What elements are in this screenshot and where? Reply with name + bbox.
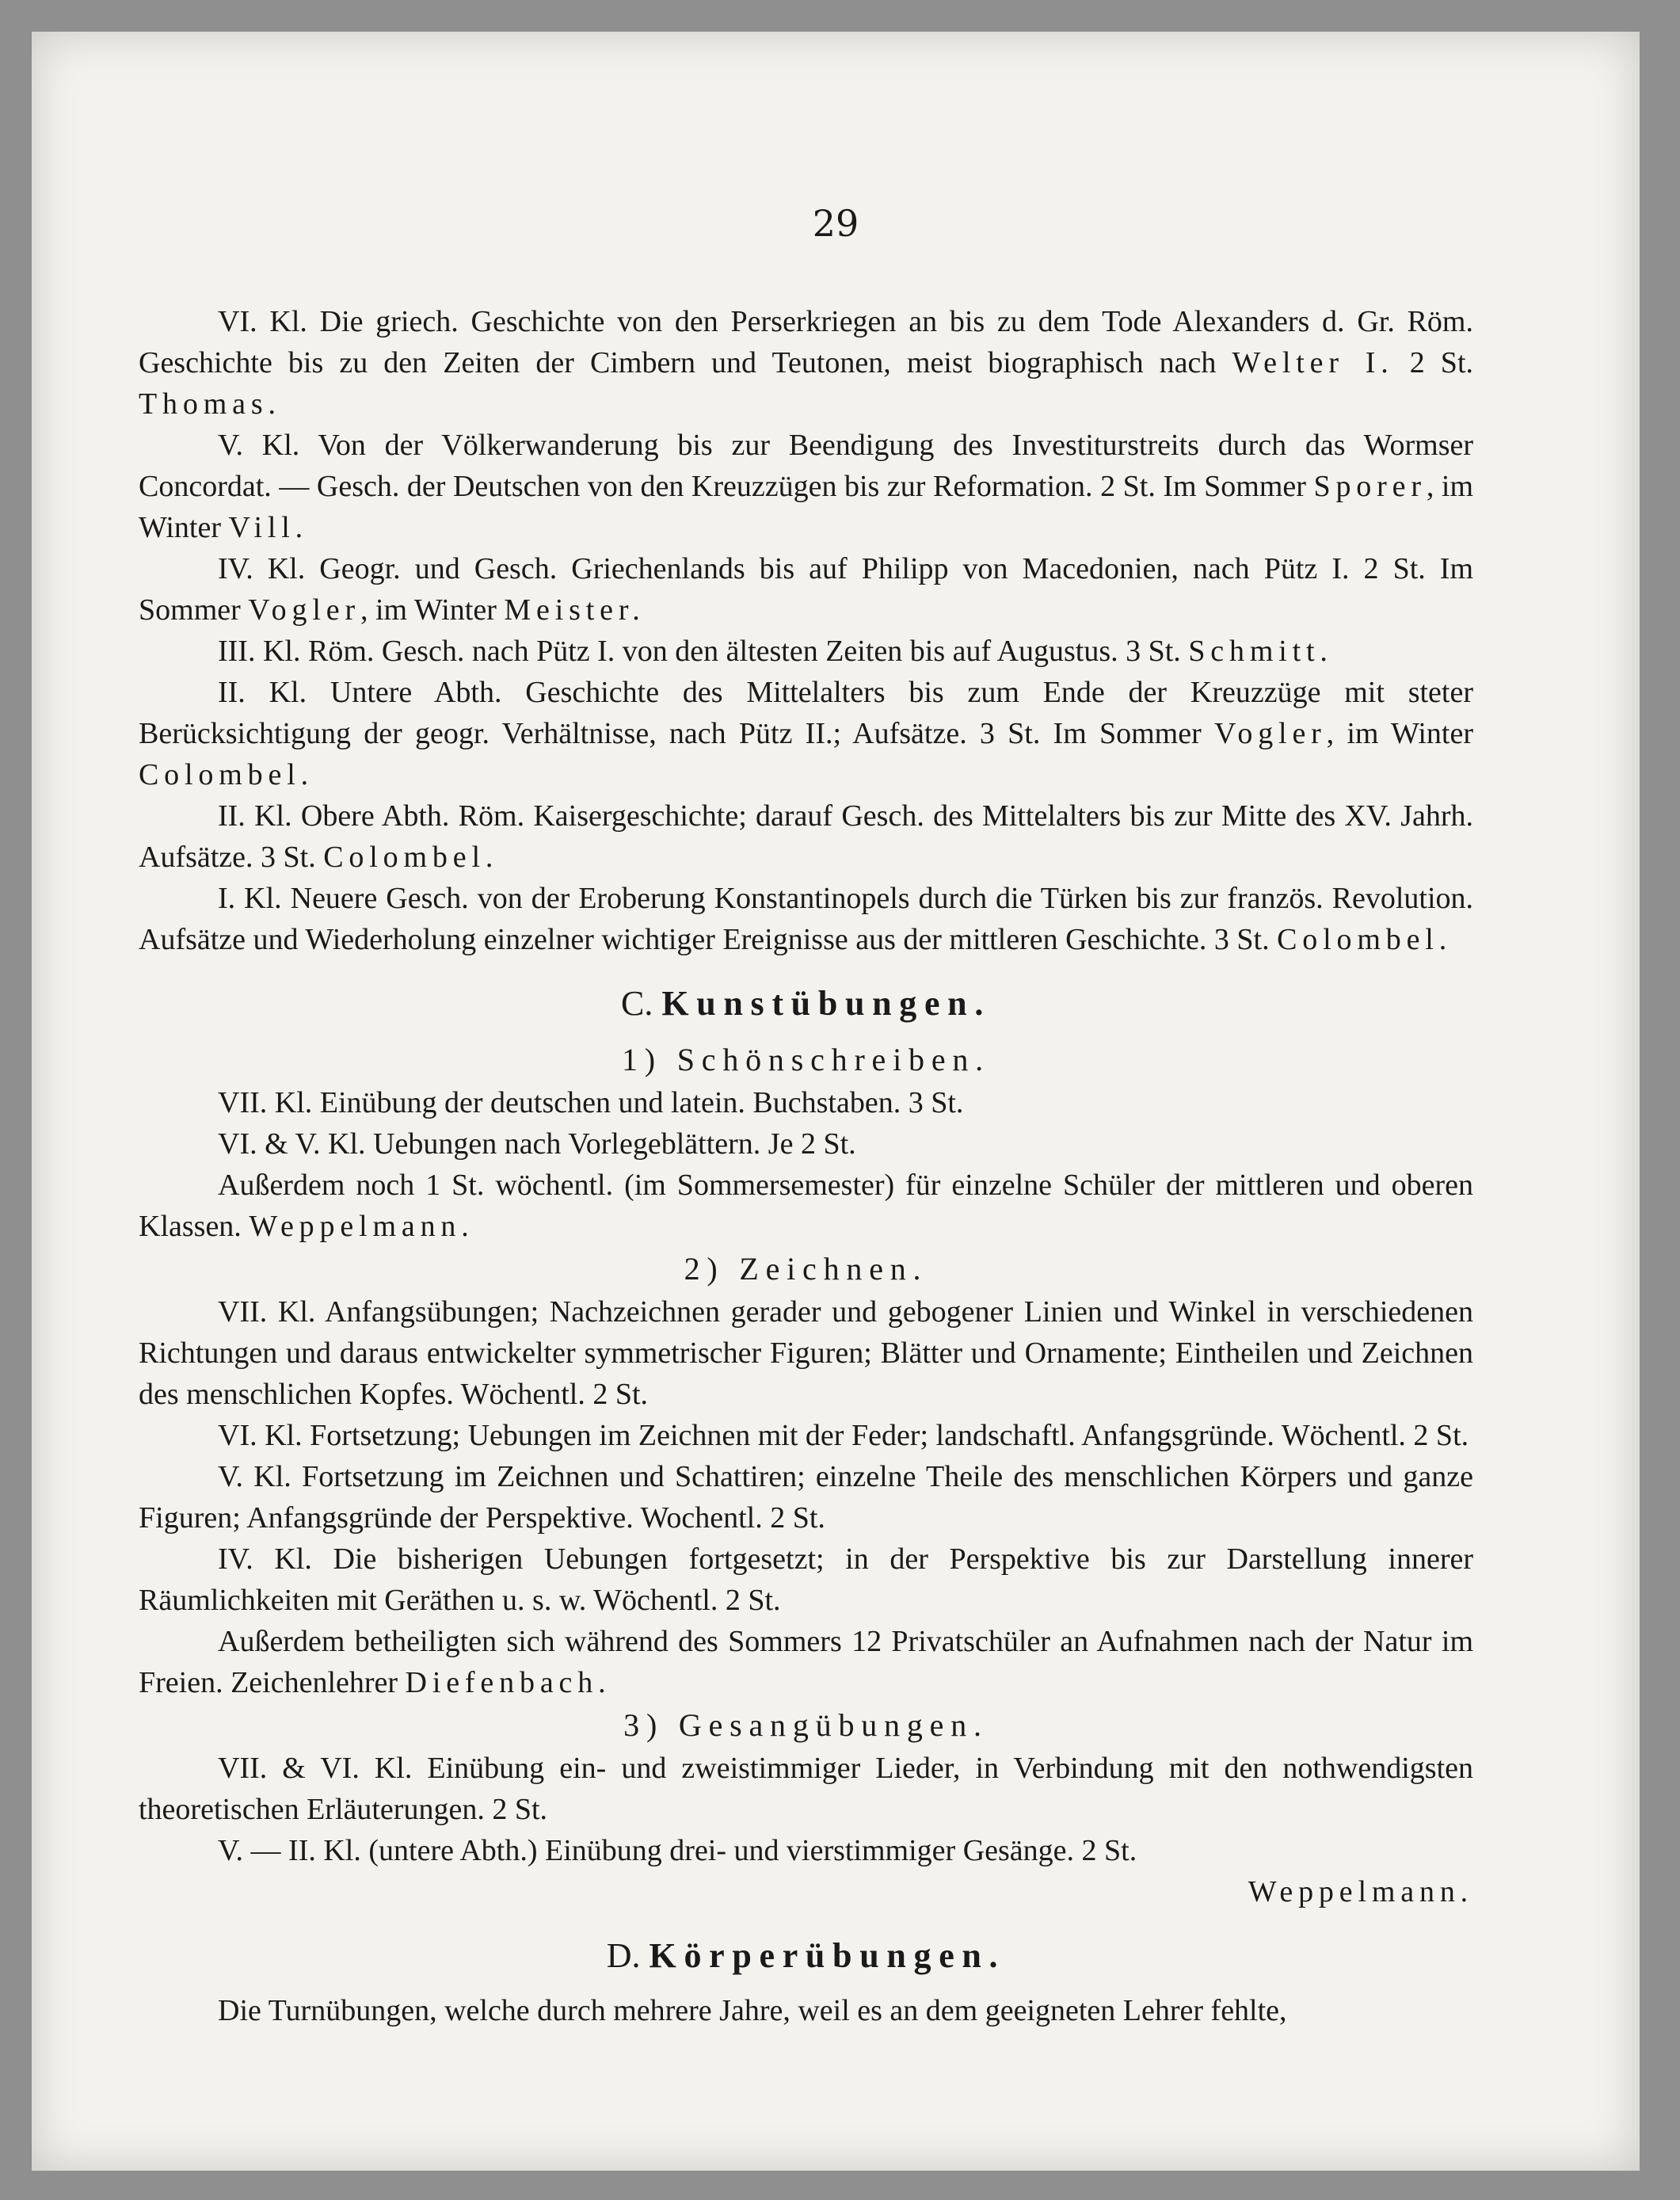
connector-text: , im Winter [139,470,1474,544]
class-label: VI. & V. Kl. [218,1127,366,1161]
paragraph-text: Die Turnübungen, welche durch mehrere Jahre, weil es an dem geeigneten Lehrer fehlte, [218,1994,1287,2027]
schoenschreiben-class-vi-v [139,1123,1473,1165]
class-label: II. Kl. [218,799,292,833]
paragraph-text: Uebungen nach Vorlegeblättern. Je 2 St. [373,1127,856,1161]
zeichnen-extra [139,1621,1473,1703]
class-label: I. Kl. [218,882,282,915]
zeichnen-class-v [139,1456,1473,1538]
section-letter: D. [606,1936,641,1975]
class-label: VII. & VI. Kl. [218,1752,413,1785]
history-class-iv [139,548,1473,631]
teacher-name: Colombel. [323,841,499,874]
teacher-name: Vogler [1213,717,1327,750]
class-label: VII. Kl. [218,1295,316,1329]
history-class-i [139,878,1473,960]
class-label: IV. Kl. [218,552,306,585]
teacher-name: Schmitt. [1188,635,1333,668]
class-label: III. Kl. [218,635,301,668]
history-class-v [139,425,1473,548]
paragraph-text: Die griech. Geschichte von den Perserkriegen an bis zu dem Tode Alexanders d. Gr. Röm. Geschichte bis zu den Zeiten der Cimbern und Teutonen, meist biographisch nach [139,305,1473,379]
subsection-heading-zeichnen [139,1247,1473,1291]
teacher-name: Weppelmann. [249,1210,474,1243]
subsection-title: 1) Schönschreiben. [622,1042,990,1077]
zeichnen-class-iv [139,1538,1473,1621]
paragraph-text: (untere Abth.) Einübung drei- und vierstimmiger Gesänge. 2 St. [368,1834,1137,1867]
history-class-iii [139,631,1473,672]
subsection-title: 2) Zeichnen. [684,1251,928,1287]
paragraph-text: Untere Abth. Geschichte des Mittelalters bis zum Ende der Kreuzzüge mit steter Berücksichtigung der geogr. Verhältnisse, nach Pütz II.; Aufsätze. 3 St. Im Sommer [139,676,1473,750]
subsection-title: 3) Gesangübungen. [623,1707,989,1743]
section-title: Körperübungen. [649,1936,1006,1975]
paragraph-text: Obere Abth. Röm. Kaisergeschichte; darauf Gesch. des Mittelalters bis zur Mitte des XV. Jahrh. Aufsätze. 3 St. [139,799,1474,874]
class-label: VII. Kl. [218,1086,313,1119]
textbook-name: Welter I. [1232,346,1394,379]
history-class-ii-upper [139,795,1473,878]
subsection-heading-schoenschreiben [139,1038,1473,1082]
paragraph-text: Einübung ein- und zweistimmiger Lieder, in Verbindung mit den nothwendigsten theoretischen Erläuterungen. 2 St. [139,1752,1473,1826]
teacher-name: Vogler [248,593,360,627]
section-letter: C. [620,984,653,1023]
paragraph-text: Geogr. und Gesch. Griechenlands bis auf Philipp von Macedonien, nach Pütz I. 2 St. Im Sommer [139,552,1474,627]
class-label: V. Kl. [218,1460,291,1493]
subsection-heading-gesang [139,1703,1473,1748]
connector-text: , im Winter [360,593,497,627]
teacher-name: Meister. [504,593,646,627]
history-class-vi [139,301,1473,425]
class-label: V. Kl. [218,429,300,462]
history-class-ii-lower [139,672,1473,795]
closing-paragraph [139,1990,1473,2031]
teacher-name: Colombel. [1277,923,1453,956]
connector-text: , im Winter [1326,717,1474,750]
class-label: V. — II. Kl. [218,1834,361,1867]
section-d-heading [139,1930,1473,1982]
paragraph-text: Die bisherigen Uebungen fortgesetzt; in der Perspektive bis zur Darstellung innerer Räumlichkeiten mit Geräthen u. s. w. Wöchentl. 2 St. [139,1542,1474,1617]
zeichnen-class-vi [139,1415,1473,1456]
paragraph-text: Außerdem betheiligten sich während des Sommers 12 Privatschüler an Aufnahmen nach der Natur im Freien. Zeichenlehrer [139,1625,1473,1699]
zeichnen-class-vii [139,1291,1473,1415]
gesang-class-vii-vi [139,1748,1473,1830]
document-page [32,32,1640,2171]
paragraph-text: Neuere Gesch. von der Eroberung Konstantinopels durch die Türken bis zur französ. Revolution. Aufsätze und Wiederholung einzelner wichtiger Ereignisse aus der mittleren Geschichte. 3 St. [139,882,1474,956]
schoenschreiben-extra [139,1165,1473,1247]
page-body [139,301,1473,2031]
gesang-teacher-line [139,1871,1473,1912]
class-label: IV. Kl. [218,1542,312,1576]
page-number: 29 [812,202,859,245]
section-title: Kunstübungen. [661,984,992,1023]
teacher-name: Colombel. [139,758,314,791]
paragraph-text: Fortsetzung; Uebungen im Zeichnen mit der Feder; landschaftl. Anfangsgründe. Wöchentl. 2 St. [310,1419,1469,1452]
schoenschreiben-class-vii [139,1082,1473,1123]
paragraph-text: Röm. Gesch. nach Pütz I. von den ältesten Zeiten bis auf Augustus. 3 St. [307,635,1181,668]
section-c-heading [139,978,1473,1030]
class-label: VI. Kl. [218,305,307,338]
teacher-name: Weppelmann. [1248,1875,1473,1908]
class-label: II. Kl. [218,676,307,709]
teacher-name: Vill. [228,511,309,544]
teacher-name: Thomas. [139,387,281,421]
paragraph-text: Außerdem noch 1 St. wöchentl. (im Sommersemester) für einzelne Schüler der mittleren und oberen Klassen. [139,1169,1473,1243]
paragraph-text: Von der Völkerwanderung bis zur Beendigung des Investiturstreits durch das Wormser Concordat. — Gesch. der Deutschen von den Kreuzzügen bis zur Reformation. 2 St. Im Sommer [139,429,1473,503]
paragraph-text: Einübung der deutschen und latein. Buchstaben. 3 St. [319,1086,964,1119]
teacher-name: Diefenbach. [405,1666,611,1699]
paragraph-text: Fortsetzung im Zeichnen und Schattiren; einzelne Theile des menschlichen Körpers und ganze Figuren; Anfangsgründe der Perspektive. Wochentl. 2 St. [139,1460,1474,1535]
paragraph-text: Anfangsübungen; Nachzeichnen gerader und gebogener Linien und Winkel in verschiedenen Richtungen und daraus entwickelter symmetrischer Figuren; Blätter und Ornamente; Eintheilen und Zeichnen des menschlichen Kopfes. Wöchentl. 2 St. [139,1295,1473,1411]
class-label: VI. Kl. [218,1419,303,1452]
gesang-class-v-ii [139,1830,1473,1871]
hours: 2 St. [1409,346,1473,379]
teacher-name: Sporer [1313,470,1427,503]
